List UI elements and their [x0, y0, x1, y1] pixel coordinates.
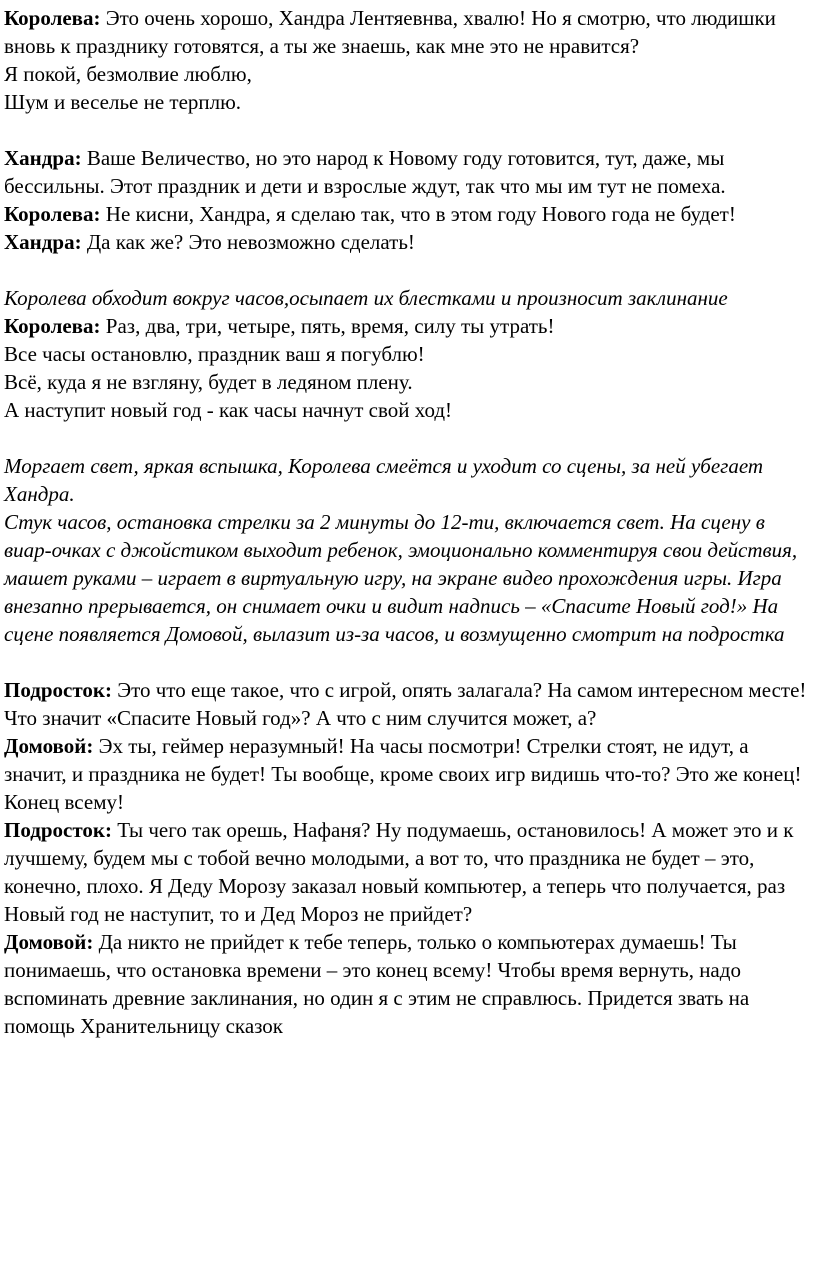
- speaker-label: Домовой:: [4, 734, 94, 758]
- dialog-text: Не кисни, Хандра, я сделаю так, что в этом году Нового года не будет!: [100, 202, 736, 226]
- dialog-text: Это что еще такое, что с игрой, опять залагала? На самом интересном месте! Что значит «Спасите Новый год»? А что с ним случится может, а?: [4, 678, 807, 730]
- stage-direction: Моргает свет, яркая вспышка, Королева смеётся и уходит со сцены, за ней убегает Хандра.: [4, 454, 764, 506]
- dialog-text: Да как же? Это невозможно сделать!: [81, 230, 415, 254]
- speaker-label: Подросток:: [4, 678, 112, 702]
- spacer: [4, 648, 816, 676]
- stage-direction: Королева обходит вокруг часов,осыпает их блестками и произносит заклинание: [4, 286, 728, 310]
- dialog-queen-1: [4, 4, 816, 60]
- verse-line: А наступит новый год - как часы начнут свой ход!: [4, 398, 453, 422]
- speaker-label: Королева:: [4, 314, 101, 338]
- verse-line: Все часы остановлю, праздник ваш я погублю!: [4, 342, 425, 366]
- speaker-label: Домовой:: [4, 930, 94, 954]
- verse-line: Я покой, безмолвие люблю,: [4, 62, 252, 86]
- dialog-queen-2: [4, 200, 816, 228]
- spacer: [4, 424, 816, 452]
- verse-line: Всё, куда я не взгляну, будет в ледяном плену.: [4, 370, 413, 394]
- dialog-text: Раз, два, три, четыре, пять, время, силу ты утрать!: [100, 314, 555, 338]
- speaker-label: Хандра:: [4, 230, 82, 254]
- dialog-domovoy-2: [4, 928, 816, 1040]
- dialog-teen-2: [4, 816, 816, 928]
- spacer: [4, 116, 816, 144]
- dialog-text: Эх ты, геймер неразумный! На часы посмотри! Стрелки стоят, не идут, а значит, и праздника не будет! Ты вообще, кроме своих игр видишь что-то? Это же конец! Конец всему!: [4, 734, 802, 814]
- spacer: [4, 256, 816, 284]
- dialog-queen-spell: [4, 312, 816, 340]
- dialog-khandra-2: [4, 228, 816, 256]
- dialog-text: Да никто не прийдет к тебе теперь, только о компьютерах думаешь! Ты понимаешь, что остановка времени – это конец всему! Чтобы время вернуть, надо вспоминать древние заклинания, но один я с этим не справлюсь. Придется звать на помощь Хранительницу сказок: [4, 930, 750, 1038]
- dialog-domovoy-1: [4, 732, 816, 816]
- speaker-label: Королева:: [4, 202, 101, 226]
- stage-direction: Стук часов, остановка стрелки за 2 минуты до 12-ти, включается свет. На сцену в виар-очках с джойстиком выходит ребенок, эмоционально комментируя свои действия, машет руками – играет в виртуальную игру, на экране видео прохождения игры. Игра внезапно прерывается, он снимает очки и видит надпись – «Спасите Новый год!» На сцене появляется Домовой, вылазит из-за часов, и возмущенно смотрит на подростка: [4, 510, 798, 646]
- speaker-label: Королева:: [4, 6, 101, 30]
- dialog-khandra-1: [4, 144, 816, 200]
- speaker-label: Хандра:: [4, 146, 82, 170]
- speaker-label: Подросток:: [4, 818, 112, 842]
- dialog-text: Ваше Величество, но это народ к Новому году готовится, тут, даже, мы бессильны. Этот праздник и дети и взрослые ждут, так что мы им тут не помеха.: [4, 146, 726, 198]
- dialog-text: Это очень хорошо, Хандра Лентяевнва, хвалю! Но я смотрю, что людишки вновь к празднику готовятся, а ты же знаешь, как мне это не нравится?: [4, 6, 776, 58]
- dialog-teen-1: [4, 676, 816, 732]
- dialog-text: Ты чего так орешь, Нафаня? Ну подумаешь, остановилось! А может это и к лучшему, будем мы с тобой вечно молодыми, а вот то, что праздника не будет – это, конечно, плохо. Я Деду Морозу заказал новый компьютер, а теперь что получается, раз Новый год не наступит, то и Дед Мороз не прийдет?: [4, 818, 794, 926]
- verse-line: Шум и веселье не терплю.: [4, 90, 242, 114]
